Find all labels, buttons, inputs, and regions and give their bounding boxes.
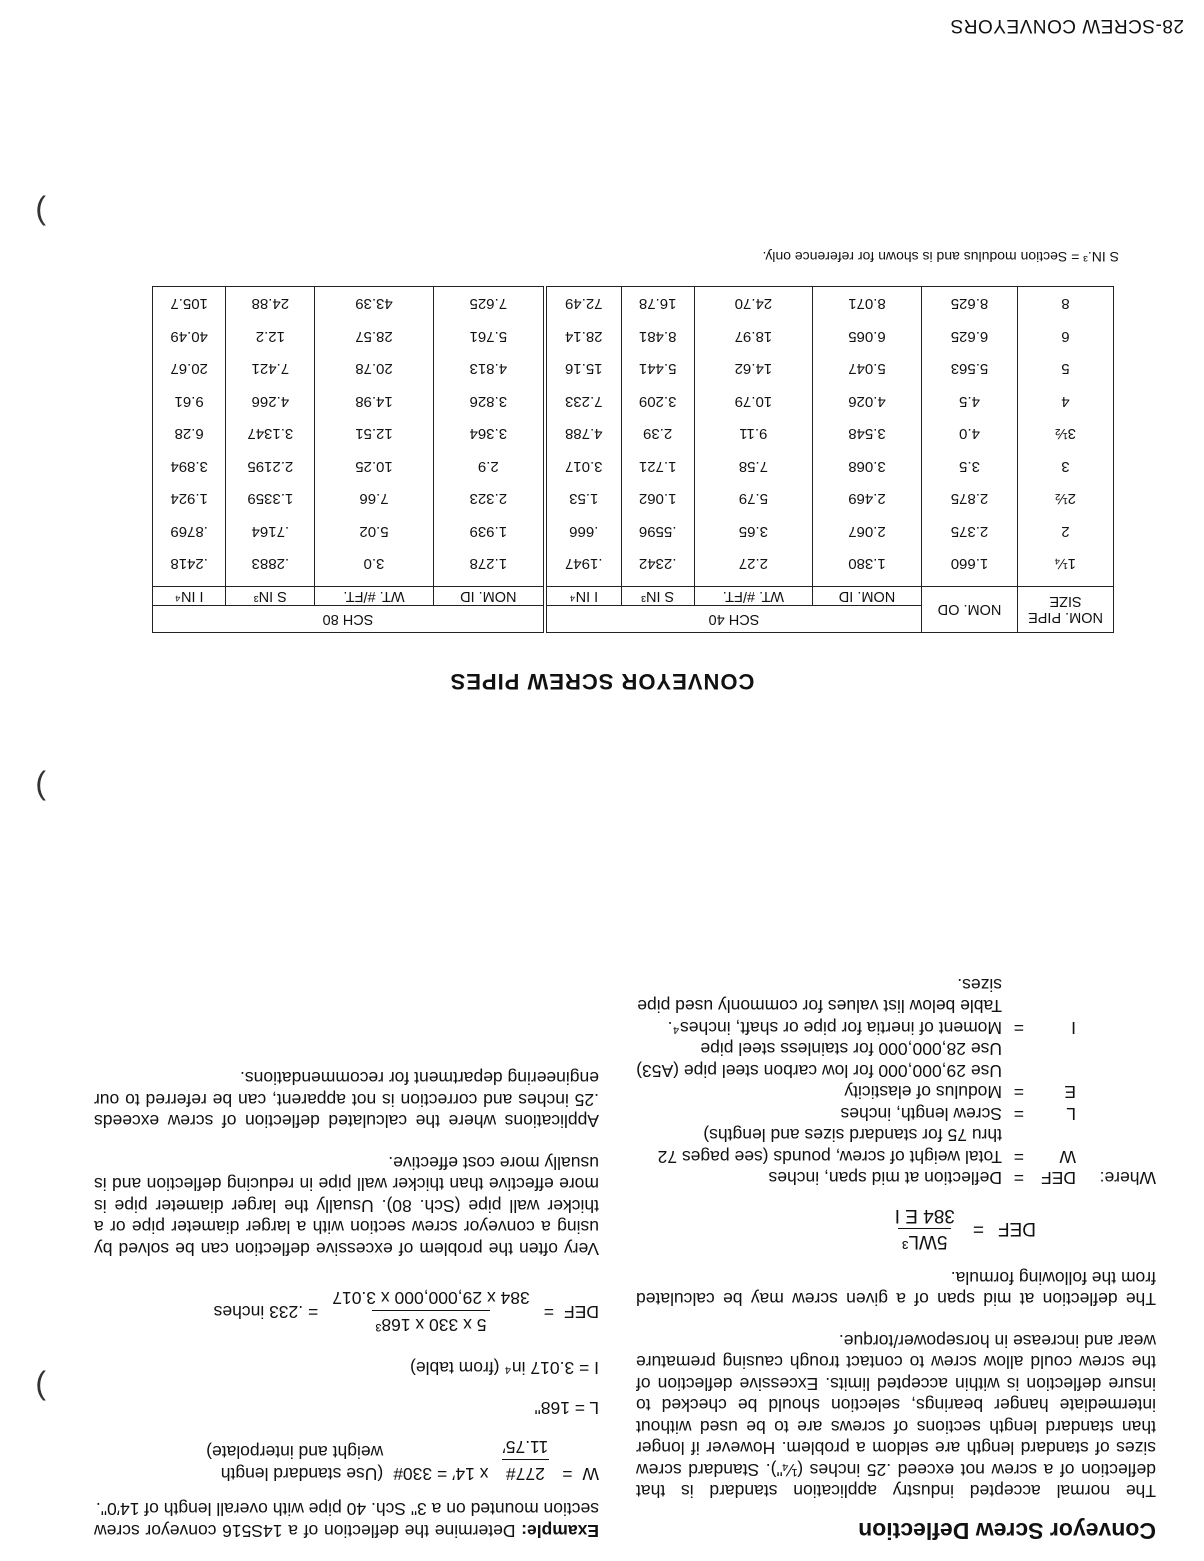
cell-sch40-i: 1.53 [545, 483, 621, 516]
cell-sch80-i: .8769 [153, 515, 226, 548]
cell-sch40-i: 15.16 [545, 353, 621, 386]
definition-text: Modulus of elasticity [844, 1082, 1002, 1103]
cell-sch80-wt: 10.25 [315, 450, 433, 483]
cell-pipe-size: 8 [1018, 287, 1114, 320]
cell-sch80-s: 3.1347 [226, 418, 315, 451]
cell-sch40-nom-id: 5.047 [812, 353, 921, 386]
cell-sch80-nom-id: 1.939 [433, 515, 545, 548]
definition-eq: = [1013, 1168, 1024, 1189]
w-fraction [498, 1436, 552, 1484]
definition-eq: = [1013, 1147, 1024, 1167]
cell-sch80-i: .2418 [153, 548, 226, 587]
cell-sch80-i: 1.924 [153, 483, 226, 516]
definition-eq [1002, 1060, 1024, 1082]
cell-od: 2.375 [922, 515, 1018, 548]
definition-eq: = [1013, 1104, 1024, 1124]
deflection-formula [636, 1205, 1036, 1253]
cell-od: 3.5 [922, 450, 1018, 483]
cell-sch80-nom-id: 7.625 [433, 287, 545, 320]
cell-sch80-wt: 3.0 [315, 548, 433, 587]
cell-sch80-s: .7164 [226, 515, 315, 548]
cell-pipe-size: 6 [1018, 320, 1114, 353]
cell-sch40-i: .666 [545, 515, 621, 548]
cell-sch80-wt: 28.57 [315, 320, 433, 353]
cell-sch80-wt: 14.98 [315, 385, 433, 418]
definition-symbol: E [1064, 1082, 1076, 1103]
def-result: = .233 inches [213, 1301, 319, 1322]
cell-sch80-s: 2.2195 [226, 450, 315, 483]
cell-sch40-nom-id: 1.380 [812, 548, 921, 587]
w-eq: = [562, 1464, 573, 1484]
cell-sch40-wt: 14.62 [694, 353, 812, 386]
def-lhs: DEF [564, 1301, 599, 1322]
def-numerator: 5 x 330 x 168³ [372, 1311, 491, 1336]
cell-sch80-wt: 12.51 [315, 418, 433, 451]
definition-eq: = [1013, 1018, 1024, 1038]
cell-sch80-i: 40.49 [153, 320, 226, 353]
cell-sch80-s: 7.421 [226, 353, 315, 386]
cell-sch80-wt: 20.78 [315, 353, 433, 386]
w-result: x 14′ = 330# [393, 1464, 489, 1484]
w-calculation [94, 1436, 599, 1484]
cell-sch40-wt: 24.70 [694, 287, 812, 320]
page-header: 28-SCREW CONVEYORS [950, 15, 1184, 36]
header-sch80-s: S IN³ [226, 587, 315, 606]
cell-pipe-size: 1¼ [1018, 548, 1114, 587]
cell-od: 5.563 [922, 353, 1018, 386]
header-sch40-wt: WT. #/FT. [694, 587, 812, 606]
cell-od: 1.660 [922, 548, 1018, 587]
cell-sch40-i: .1947 [545, 548, 621, 587]
cell-sch80-i: 6.28 [153, 418, 226, 451]
cell-sch80-nom-id: 2.9 [433, 450, 545, 483]
cell-sch40-i: 4.788 [545, 418, 621, 451]
cell-sch40-nom-id: 4.026 [812, 385, 921, 418]
section-title: Conveyor Screw Deflection [858, 1518, 1156, 1544]
cell-pipe-size: 4 [1018, 385, 1114, 418]
header-sch80: SCH 80 [153, 606, 545, 633]
cell-sch80-i: 105.7 [153, 287, 226, 320]
cell-sch40-i: 7.233 [545, 385, 621, 418]
w-denominator: 11.75′ [502, 1437, 549, 1458]
definition-eq: = [1013, 1082, 1024, 1103]
table-row [153, 418, 1114, 451]
cell-sch80-wt: 43.39 [315, 287, 433, 320]
conveyor-screw-pipes-table [152, 287, 1114, 634]
intro-paragraph: The normal accepted industry application standard is that deflection of a screw not exceed .25 inches (¼"). Standard screw sizes of standard length are seldom a problem. However if longer than standard length sections of screws are to be used without intermediate hanger bearings, selection should be checked to insure deflection is within accepted limits. Excessive deflection of the screw could allow screw to contact trough causing premature wear and increase in horsepower/torque. [636, 1331, 1156, 1502]
cell-od: 4.0 [922, 418, 1018, 451]
cell-sch40-s: 16.78 [621, 287, 694, 320]
i-calculation: I = 3.017 in⁴ (from table) [410, 1358, 599, 1379]
definition-text: Deflection at mid span, inches [768, 1168, 1002, 1189]
cell-sch40-nom-id: 3.548 [812, 418, 921, 451]
def-denominator: 384 x 29,000,000 x 3.017 [332, 1288, 530, 1309]
cell-sch80-i: 3.894 [153, 450, 226, 483]
table-row [153, 353, 1114, 386]
definitions-list [636, 974, 1076, 1189]
l-calculation: L = 168" [534, 1398, 599, 1418]
cell-pipe-size: 3 [1018, 450, 1114, 483]
definition-text: Moment of inertia for pipe or shaft, inches⁴. Table below list values for commonly used pipe sizes. [637, 975, 1002, 1038]
cell-sch80-s: 1.3359 [226, 483, 315, 516]
cell-sch40-i: 3.017 [545, 450, 621, 483]
cell-sch80-s: 24.88 [226, 287, 315, 320]
header-sch80-wt: WT. #/FT. [315, 587, 433, 606]
formula-lhs: DEF [998, 1218, 1036, 1240]
margin-mark: ) [35, 1370, 46, 1406]
header-nom-od: NOM. OD [922, 587, 1018, 633]
definition-symbol [1024, 1060, 1076, 1082]
cell-sch40-nom-id: 2.067 [812, 515, 921, 548]
cell-sch80-nom-id: 1.278 [433, 548, 545, 587]
table-row [153, 287, 1114, 320]
def-fraction [328, 1287, 534, 1335]
formula-intro: The deflection at mid span of a given screw may be calculated from the following formula. [636, 1268, 1156, 1310]
cell-pipe-size: 5 [1018, 353, 1114, 386]
cell-sch40-nom-id: 6.065 [812, 320, 921, 353]
cell-sch80-wt: 7.66 [315, 483, 433, 516]
cell-sch40-s: 8.481 [621, 320, 694, 353]
formula-fraction [891, 1205, 959, 1253]
cell-od: 4.5 [922, 385, 1018, 418]
example-text [94, 1498, 599, 1541]
cell-sch40-s: 2.39 [621, 418, 694, 451]
definitions-block [636, 974, 1156, 1189]
cell-sch40-wt: 18.97 [694, 320, 812, 353]
formula-denominator: 384 E I [894, 1205, 955, 1226]
cell-pipe-size: 2½ [1018, 483, 1114, 516]
cell-sch80-nom-id: 5.761 [433, 320, 545, 353]
cell-sch80-s: .2883 [226, 548, 315, 587]
cell-sch40-s: 3.209 [621, 385, 694, 418]
cell-sch80-nom-id: 2.323 [433, 483, 545, 516]
formula-numerator: 5WL³ [898, 1228, 951, 1253]
cell-od: 6.625 [922, 320, 1018, 353]
formula-eq: = [972, 1218, 984, 1240]
definition-symbol: L [1066, 1104, 1076, 1124]
definition-text: Total weight of screw, pounds (see pages 72 thru 75 for standard sizes and lengths) [657, 1125, 1002, 1167]
definition-eq [1002, 1038, 1024, 1060]
definition-text: Use 28,000,000 for stainless steel pipe [700, 1039, 1002, 1060]
header-sch40-i: I IN⁴ [545, 587, 621, 606]
cell-sch40-i: 72.49 [545, 287, 621, 320]
table-row [153, 548, 1114, 587]
cell-sch80-nom-id: 3.364 [433, 418, 545, 451]
header-sch80-nom-id: NOM. ID [433, 587, 545, 606]
cell-sch80-s: 12.2 [226, 320, 315, 353]
larger-pipe-paragraph: Very often the problem of excessive deflection can be solved by using a conveyor screw section with a larger diameter pipe or a thicker wall pipe (Sch. 80). Usually the larger diameter pipe is more effective than thicker wall pipe in reducing deflection and is usually more cost effective. [94, 1153, 599, 1259]
cell-pipe-size: 2 [1018, 515, 1114, 548]
applications-paragraph: Applications where the calculated deflection of screw exceeds .25 inches and correction is not apparent, can be referred to our engineering department for recommendations. [94, 1068, 599, 1132]
definition-text: Use 29,000,000 for low carbon steel pipe (A53) [636, 1061, 1002, 1081]
cell-sch80-nom-id: 4.813 [433, 353, 545, 386]
cell-sch80-nom-id: 3.826 [433, 385, 545, 418]
example-label: Example: [521, 1521, 599, 1541]
margin-mark: ) [35, 195, 46, 231]
definition-symbol [1024, 1038, 1076, 1060]
cell-sch40-nom-id: 8.071 [812, 287, 921, 320]
w-numerator: 277# [502, 1460, 549, 1485]
example-description: Determine the deflection of a 14S516 conveyor screw section mounted on a 3" Sch. 40 pipe with overall length of 14′0". [94, 1499, 599, 1541]
right-column [94, 1067, 599, 1541]
cell-sch40-wt: 3.65 [694, 515, 812, 548]
w-note: (Use standard length weight and interpolate) [206, 1442, 384, 1484]
header-sch40-nom-id: NOM. ID [812, 587, 921, 606]
cell-sch40-nom-id: 2.469 [812, 483, 921, 516]
definition-text: Screw length, inches [840, 1104, 1002, 1124]
margin-mark: ) [35, 770, 46, 806]
table-row [153, 515, 1114, 548]
table-footnote: S IN.³ = Section modulus and is shown for reference only. [762, 249, 1119, 265]
definition-symbol: W [1059, 1147, 1076, 1167]
cell-sch40-s: .2342 [621, 548, 694, 587]
definition-symbol: DEF [1041, 1168, 1076, 1189]
where-label: Where: [1099, 1168, 1156, 1189]
cell-sch40-wt: 7.58 [694, 450, 812, 483]
definition-symbol: I [1071, 1018, 1076, 1038]
cell-od: 2.875 [922, 483, 1018, 516]
table-row [153, 450, 1114, 483]
def-eq: = [543, 1301, 554, 1322]
cell-sch40-nom-id: 3.068 [812, 450, 921, 483]
table-title: CONVEYOR SCREW PIPES [449, 669, 755, 694]
cell-sch80-i: 9.61 [153, 385, 226, 418]
cell-sch40-s: .5596 [621, 515, 694, 548]
cell-sch40-wt: 2.27 [694, 548, 812, 587]
cell-sch80-wt: 5.02 [315, 515, 433, 548]
left-column [636, 974, 1156, 1542]
cell-od: 8.625 [922, 287, 1018, 320]
cell-sch80-s: 4.266 [226, 385, 315, 418]
cell-sch80-i: 20.67 [153, 353, 226, 386]
cell-pipe-size: 3½ [1018, 418, 1114, 451]
cell-sch40-wt: 10.79 [694, 385, 812, 418]
header-sch40: SCH 40 [545, 606, 922, 633]
cell-sch40-wt: 5.79 [694, 483, 812, 516]
header-sch40-s: S IN³ [621, 587, 694, 606]
cell-sch40-s: 1.721 [621, 450, 694, 483]
def-calculation [94, 1287, 599, 1335]
table-row [153, 320, 1114, 353]
header-nom-pipe-size: NOM. PIPE SIZE [1018, 587, 1114, 633]
header-sch80-i: I IN⁴ [153, 587, 226, 606]
table-row [153, 385, 1114, 418]
table-row [153, 483, 1114, 516]
cell-sch40-s: 1.062 [621, 483, 694, 516]
w-lhs: W [582, 1464, 599, 1484]
cell-sch40-s: 5.441 [621, 353, 694, 386]
cell-sch40-wt: 9.11 [694, 418, 812, 451]
cell-sch40-i: 28.14 [545, 320, 621, 353]
